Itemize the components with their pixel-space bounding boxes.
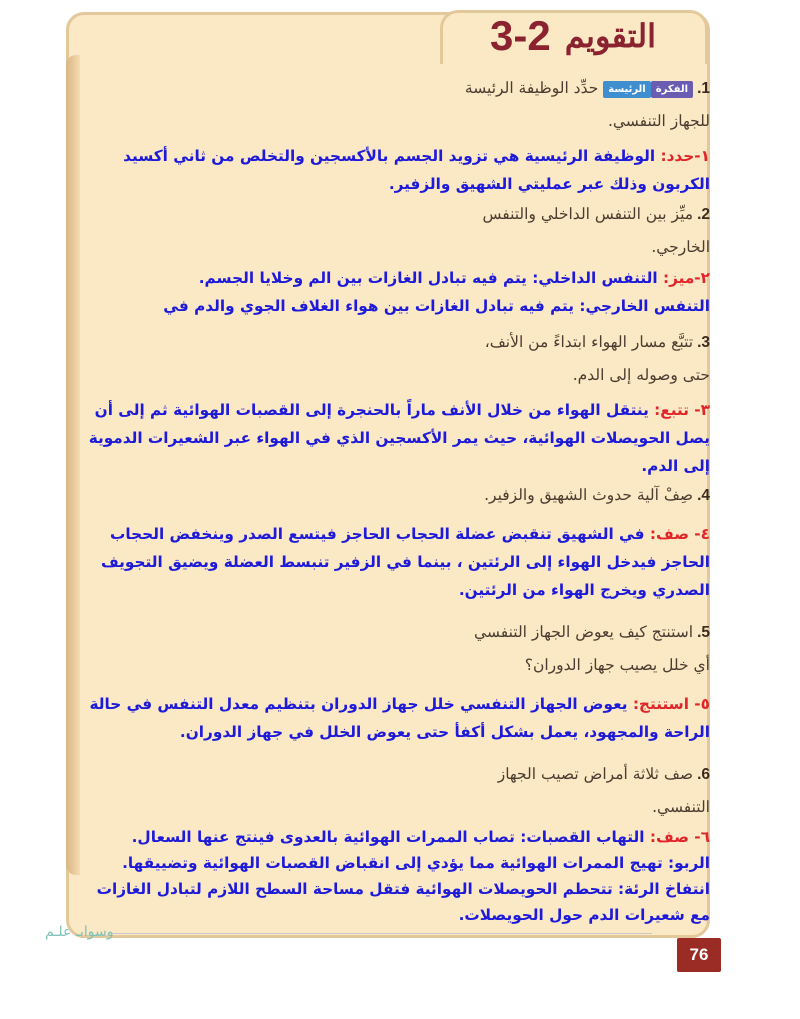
answer-6: ٦- صف: التهاب القصبات: تصاب الممرات الهوائية بالعدوى فينتج عنها السعال. الربو: تهيج الممرات الهوائية مما يؤدي إلى انقباض القصبات الهوائية وتضييقها. انتفاخ الرئة: تتحطم الحويصلات الهوائية فتقل مساحة السطح اللازم لتبادل الغازات مع شعيرات الدم حول الحويصلات.: [96, 828, 710, 924]
answer-5: ٥- استنتج: يعوض الجهاز التنفسي خلل جهاز الدوران بتنظيم معدل التنفس في حالة الراحة والمجهود، يعمل بشكل أكفأ حتى يعوض الخلل في جهاز الدوران.: [89, 695, 710, 741]
question-2: 2.ميِّز بين التنفس الداخلي والتنفس الخارجي.: [482, 205, 710, 256]
watermark-logo: وسوابـ علـم: [45, 924, 114, 940]
footer-divider: [112, 933, 652, 934]
page-title: [448, 10, 698, 62]
answer-2: ٢-ميز: التنفس الداخلي: يتم فيه تبادل الغازات بين الم وخلايا الجسم. التنفس الخارجي: يتم فيه تبادل الغازات بين هواء الغلاف الجوي والدم في: [163, 269, 710, 315]
question-1: 1.الفكرةالرئيسة حدِّد الوظيفة الرئيسة للجهاز التنفسي.: [464, 79, 710, 130]
question-3: 3.تتبَّع مسار الهواء ابتداءً من الأنف، حتى وصوله إلى الدم.: [484, 333, 710, 384]
page-number: 76: [677, 938, 721, 972]
answer-3: ٣- تتبع: ينتقل الهواء من خلال الأنف ماراً بالحنجرة إلى القصبات الهوائية ثم إلى أن يصل الحويصلات الهوائية، حيث يمر الأكسجين الذي في الهواء عبر الشعيرات الدموية إلى الدم.: [88, 401, 710, 475]
question-4: 4.صِفْ آلية حدوث الشهيق والزفير.: [484, 486, 710, 504]
question-5: 5.استنتج كيف يعوض الجهاز التنفسي أي خلل يصيب جهاز الدوران؟: [474, 623, 710, 674]
answer-1: ١-حدد: الوظيفة الرئيسية هي تزويد الجسم بالأكسجين والتخلص من ثاني أكسيد الكربون وذلك عبر عمليتي الشهيق والزفير.: [123, 147, 710, 193]
title-number: 3-2: [490, 12, 551, 59]
question-6: 6.صف ثلاثة أمراض تصيب الجهاز التنفسي.: [497, 765, 710, 816]
main-idea-badge: الفكرة: [651, 81, 693, 98]
main-idea-badge-2: الرئيسة: [603, 81, 650, 98]
title-word: التقويم: [564, 17, 656, 55]
answer-4: ٤- صف: في الشهيق تنقبض عضلة الحجاب الحاجز فيتسع الصدر وينخفض الحجاب الحاجز فيدخل الهواء إلى الرئتين ، بينما في الزفير تنبسط العضلة ويضيق التجويف الصدري ويخرج الهواء من الرئتين.: [100, 525, 710, 599]
